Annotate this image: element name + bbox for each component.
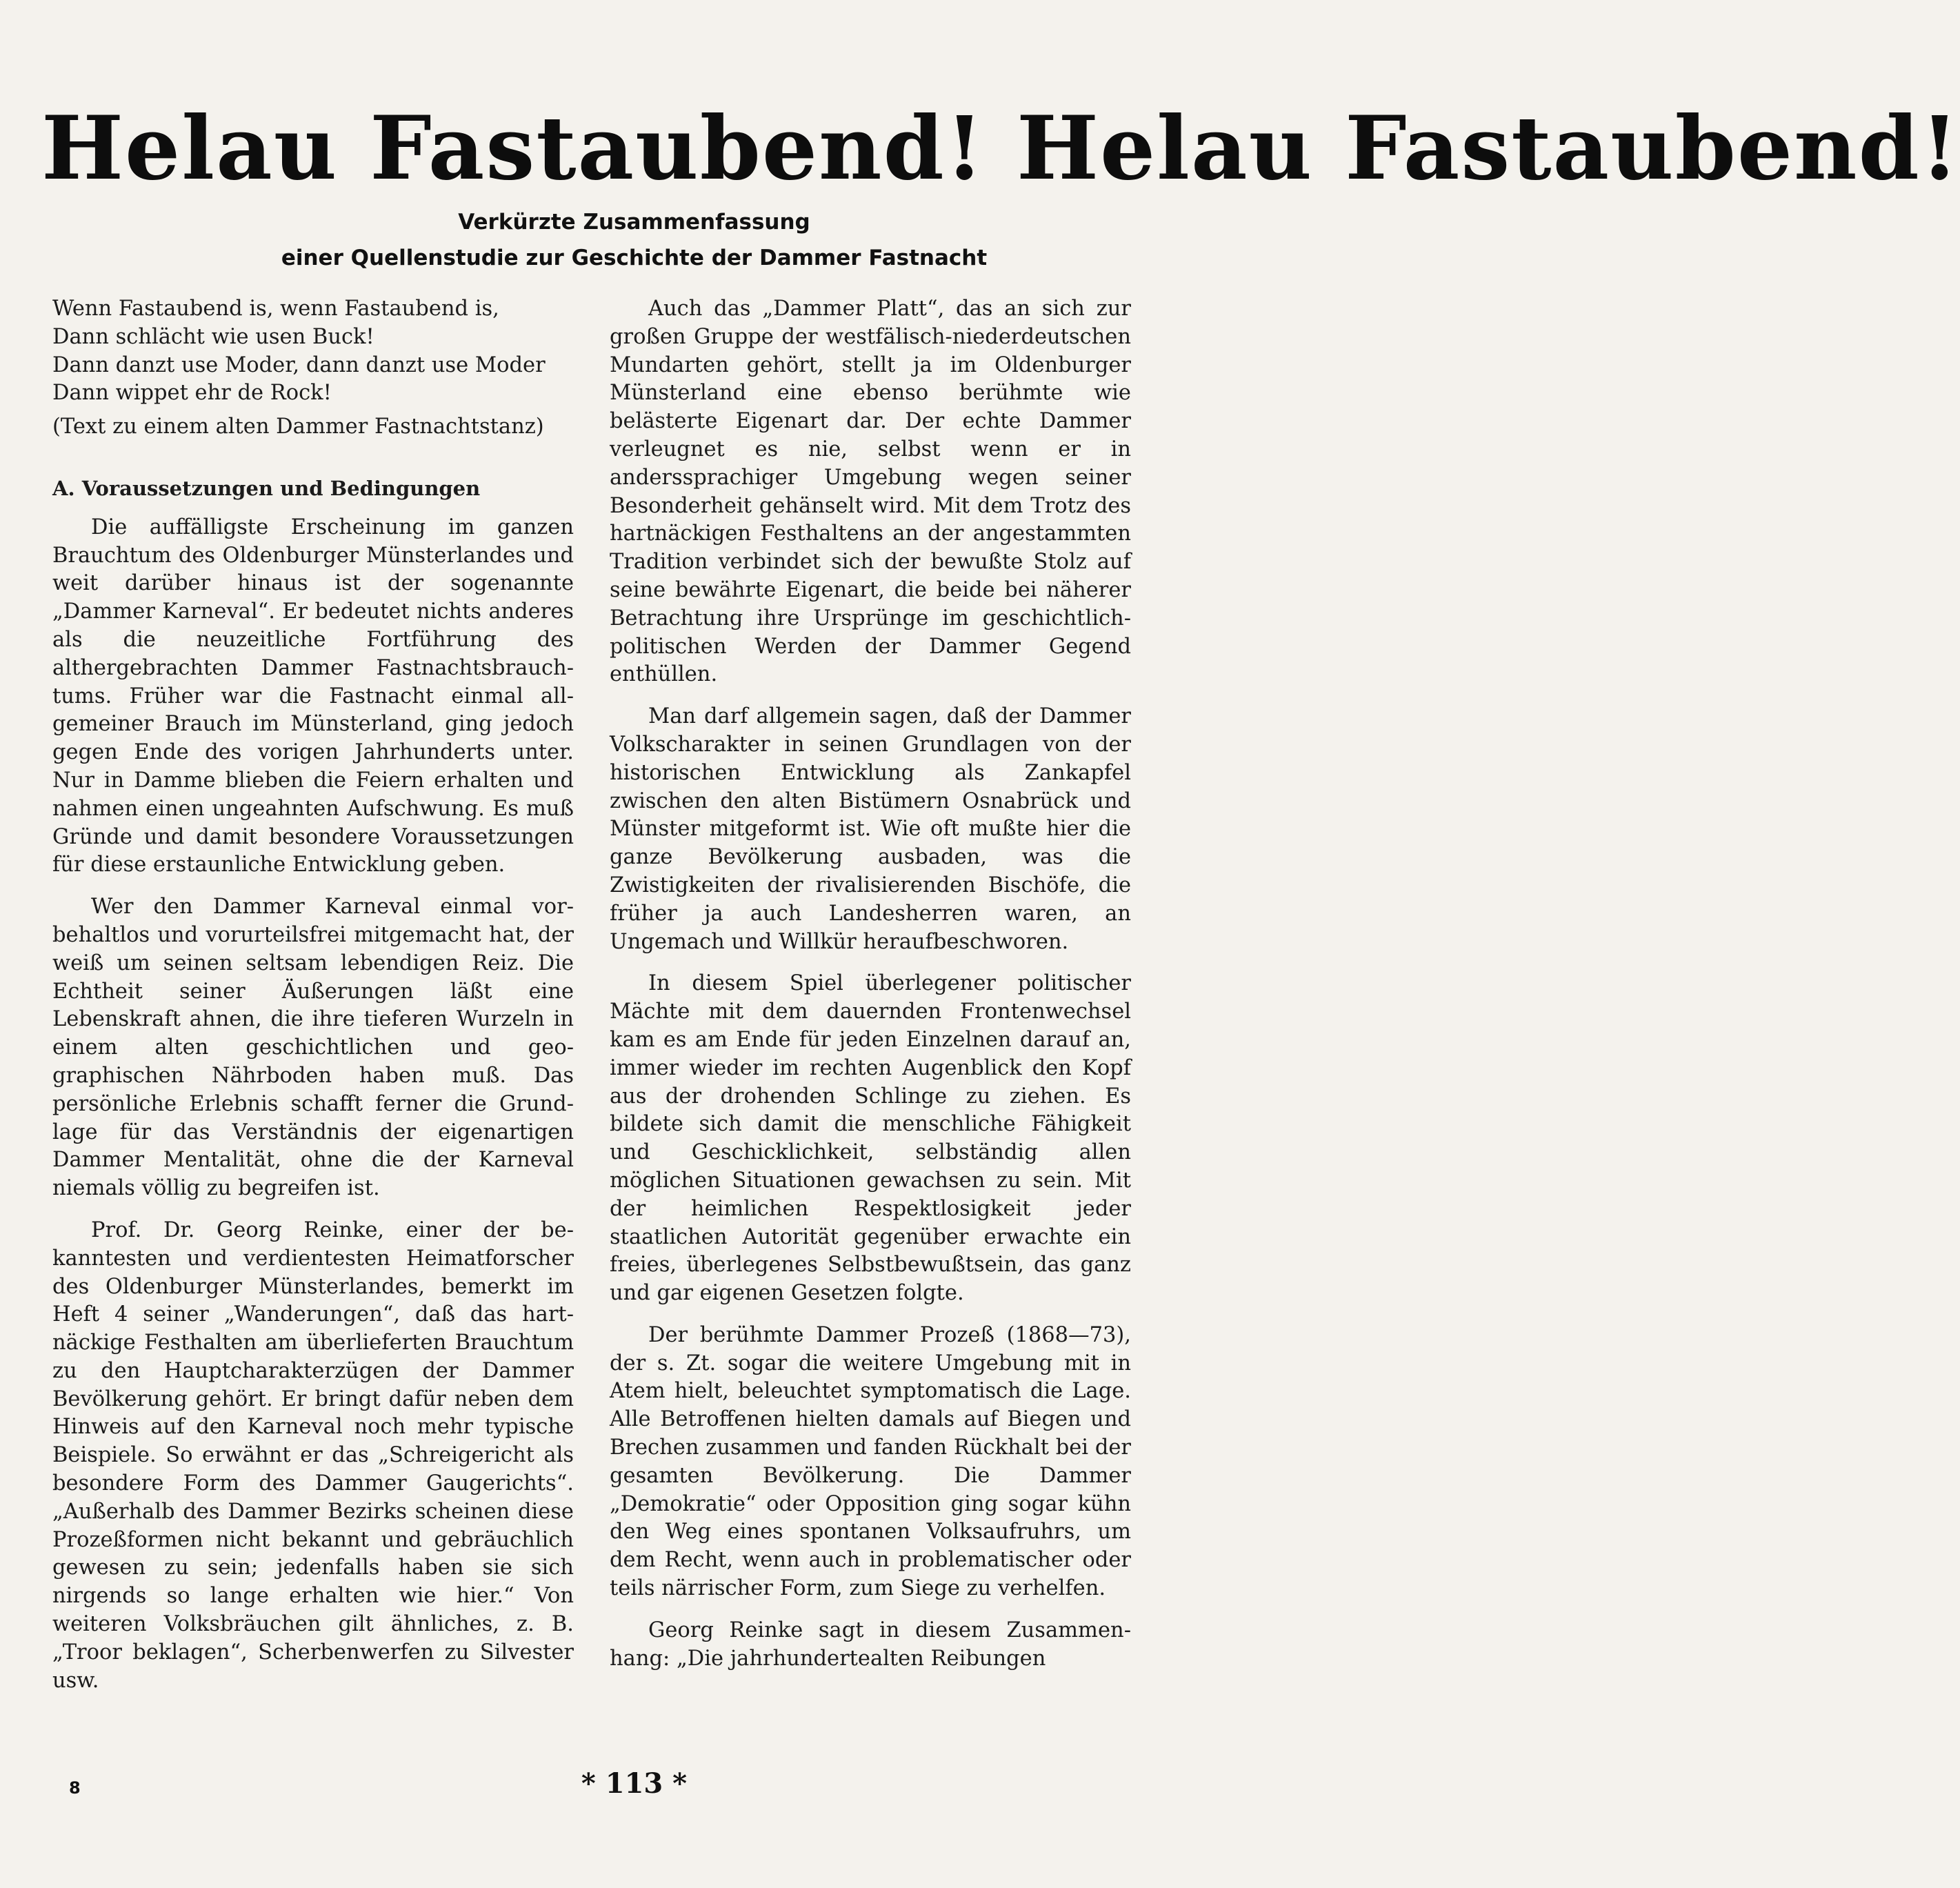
section-heading: A. Voraussetzungen und Bedingungen (52, 476, 481, 500)
subtitle-line-2: einer Quellenstudie zur Geschichte der Dammer Fastnacht (281, 246, 988, 270)
paragraph: Wer den Dammer Karneval einmal vorbehaltlos und vorurteilsfrei mitgemacht hat, der weiß um seinen seltsam lebendigen Reiz. Die Echtheit seiner Äußerungen läßt eine Lebenskraft ahnen, die ihre tieferen Wurzeln in einem alten geschichtlichen und geographischen Nährboden haben muß. Das persönliche Erlebnis schafft ferner die Grundlage für das Verständnis der eigenartigen Dammer Mentalität, ohne die der Karneval niemals völlig zu begreifen ist. (52, 895, 574, 1201)
page-number: * 113 * (581, 1767, 688, 1800)
verse-line: Dann danzt use Moder, dann danzt use Moder (52, 352, 546, 377)
paragraph: In diesem Spiel überlegener politischer Mächte mit dem dauernden Frontenwechsel kam es am Ende für jeden Einzelnen darauf an, immer wieder im rechten Augenblick den Kopf aus der drohenden Schlinge zu ziehen. Es bildete sich damit die menschliche Fähigkeit und Geschicklichkeit, selbständig allen möglichen Situationen gewachsen zu sein. Mit der heimlichen Respektlosigkeit jeder staatlichen Autorität gegenüber erwachte ein freies, überlegenes Selbstbewußtsein, das ganz und gar eigenen Gesetzen folgte. (610, 971, 1131, 1306)
left-column (52, 295, 574, 1709)
verse-line: Dann wippet ehr de Rock! (52, 381, 332, 406)
paragraph: Die auffälligste Erscheinung im ganzen Brauchtum des Oldenburger Münsterlandes und weit darüber hinaus ist der sogenannte „Dammer Karneval“. Er bedeutet nichts anderes als die neuzeitliche Fortführung des althergebrachten Dammer Fastnachtsbrauchtums. Früher war die Fastnacht einmal allgemeiner Brauch im Münsterland, ging jedoch gegen Ende des vorigen Jahrhunderts unter. Nur in Damme blieben die Feiern erhalten und nahmen einen ungeahnten Aufschwung. Es muß Gründe und damit besondere Voraussetzungen für diese erstaunliche Entwicklung geben. (52, 515, 574, 877)
footer-sheet-number: 8 (69, 1778, 81, 1798)
verse-caption: (Text zu einem alten Dammer Fastnachtstanz) (52, 415, 544, 439)
paragraph: Georg Reinke sagt in diesem Zusammenhang: „Die jahrhundertealten Reibungen (610, 1618, 1131, 1671)
paragraph: Prof. Dr. Georg Reinke, einer der bekanntesten und verdientesten Heimatforscher des Oldenburger Münsterlandes, bemerkt im Heft 4 seiner „Wanderungen“, daß das hartnäckige Festhalten am überlieferten Brauchtum zu den Hauptcharakterzügen der Dammer Bevölkerung gehört. Er bringt dafür neben dem Hinweis auf den Karneval noch mehr typische Beispiele. So erwähnt er das „Schreigericht als besondere Form des Dammer Gaugerichts“. „Außerhalb des Dammer Bezirks scheinen diese Prozeßformen nicht bekannt und gebräuchlich gewesen zu sein; jedenfalls haben sie sich nirgends so lange erhalten wie hier.“ Von weiteren Volksbräuchen gilt ähnliches, z. B. „Troor beklagen“, Scherbenwerfen zu Silvester usw. (52, 1218, 574, 1693)
subtitle-line-1: Verkürzte Zusammenfassung (458, 210, 810, 235)
paragraph: Der berühmte Dammer Prozeß (1868—73), der s. Zt. sogar die weitere Umgebung mit in Atem hielt, beleuchtet symptomatisch die Lage. Alle Betroffenen hielten damals auf Biegen und Brechen zusammen und fanden Rückhalt bei der gesamten Bevölkerung. Die Dammer „Demokratie“ oder Opposition ging sogar kühn den Weg eines spontanen Volksaufruhrs, um dem Recht, wenn auch in problematischer oder teils närrischer Form, zum Siege zu verhelfen. (610, 1322, 1131, 1601)
page-title: Helau Fastaubend! Helau Fastaubend! (41, 97, 1960, 199)
verse (52, 295, 574, 408)
verse-line: Dann schlächt wie usen Buck! (52, 324, 374, 349)
right-column (610, 295, 1131, 1687)
paragraph: Man darf allgemein sagen, daß der Dammer Volkscharakter in seinen Grundlagen von der historischen Entwicklung als Zankapfel zwischen den alten Bistümern Osnabrück und Münster mitgeformt ist. Wie oft mußte hier die ganze Bevölkerung ausbaden, was die Zwistigkeiten der rivalisierenden Bischöfe, die früher ja auch Landesherren waren, an Ungemach und Willkür heraufbeschworen. (610, 704, 1131, 954)
paragraph: Auch das „Dammer Platt“, das an sich zur großen Gruppe der westfälisch-niederdeutschen Mundarten gehört, stellt ja im Oldenburger Münsterland eine ebenso berühmte wie belästerte Eigenart dar. Der echte Dammer verleugnet es nie, selbst wenn er in anderssprachiger Umgebung wegen seiner Besonderheit gehänselt wird. Mit dem Trotz des hartnäckigen Festhaltens an der angestammten Tradition verbindet sich der bewußte Stolz auf seine bewährte Eigenart, die beide bei näherer Betrachtung ihre Ursprünge im geschichtlich-politischen Werden der Dammer Gegend enthüllen. (610, 297, 1131, 687)
verse-line: Wenn Fastaubend is, wenn Fastaubend is, (52, 297, 499, 321)
